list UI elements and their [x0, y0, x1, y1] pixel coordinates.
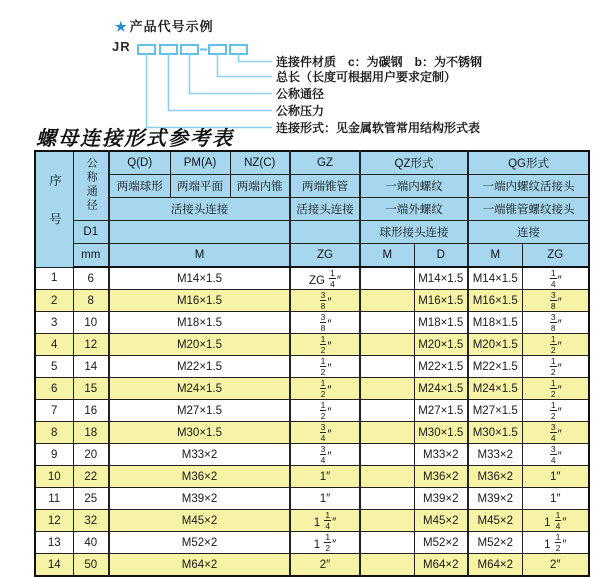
header-qg-sub2: 一端锥管螺纹接头 [468, 198, 589, 221]
cell-gz-zg: $\frac{1}{2}$ ″ [290, 356, 360, 378]
cell-seq: 13 [35, 532, 73, 554]
fraction: $\frac{3}{8}$ [320, 311, 326, 333]
cell-qz-m [360, 422, 414, 444]
fraction: $\frac{1}{2}$ [555, 531, 561, 553]
fraction: $\frac{1}{4}$ [555, 509, 561, 531]
code-label-diameter: 公称通径 [276, 87, 325, 101]
header-qd: Q(D) [109, 151, 170, 175]
table-row [35, 422, 589, 444]
code-label-pressure: 公称压力 [276, 104, 325, 118]
header-row-1 [35, 151, 589, 175]
cell-seq: 7 [35, 400, 73, 422]
cell-qg-zg: $\frac{3}{8}$ ″ [522, 290, 589, 312]
cell-qz-d: M64×2 [414, 554, 468, 577]
cell-qz-m [360, 554, 414, 577]
header-qg-conn: 连接 [468, 221, 589, 244]
cell-dn: 14 [73, 356, 109, 378]
cell-qg-m: M20×1.5 [468, 334, 522, 356]
table-row [35, 444, 589, 466]
header-gz-union: 活接头连接 [290, 198, 360, 221]
cell-dn: 18 [73, 422, 109, 444]
cell-gz-zg: $\frac{3}{4}$ ″ [290, 444, 360, 466]
cell-qz-d: M16×1.5 [414, 290, 468, 312]
table-row [35, 334, 589, 356]
table-row [35, 510, 589, 532]
cell-seq: 10 [35, 466, 73, 488]
table-row [35, 312, 589, 334]
cell-qz-m [360, 356, 414, 378]
cell-seq: 6 [35, 378, 73, 400]
product-code-heading-text: 产品代号示例 [129, 19, 214, 34]
fraction: $\frac{1}{2}$ [325, 531, 331, 553]
cell-m-thread: M52×2 [109, 532, 290, 554]
cell-gz-zg: 2″ [290, 554, 360, 577]
fraction: $\frac{3}{8}$ [550, 311, 556, 333]
code-box [181, 45, 198, 54]
cell-seq: 14 [35, 554, 73, 577]
cell-qz-m [360, 400, 414, 422]
cell-gz-zg: ZG $\frac{1}{4}$ ″ [290, 267, 360, 290]
cell-qz-m [360, 312, 414, 334]
cell-qg-m: M52×2 [468, 532, 522, 554]
cell-qz-d: M18×1.5 [414, 312, 468, 334]
cell-m-thread: M22×1.5 [109, 356, 290, 378]
cell-gz-zg: 1″ [290, 466, 360, 488]
cell-m-thread: M27×1.5 [109, 400, 290, 422]
cell-qz-d: M22×1.5 [414, 356, 468, 378]
connector-line [239, 54, 273, 62]
cell-m-thread: M30×1.5 [109, 422, 290, 444]
header-row-2 [35, 175, 589, 198]
header-nzc: NZ(C) [230, 151, 290, 175]
cell-qz-d: M39×2 [414, 488, 468, 510]
fraction: $\frac{1}{4}$ [325, 509, 331, 531]
cell-gz-zg: 1 $\frac{1}{2}$ ″ [290, 532, 360, 554]
header-mm: mm [73, 244, 109, 268]
cell-dn: 10 [73, 312, 109, 334]
cell-dn: 50 [73, 554, 109, 577]
cell-gz-zg: $\frac{1}{2}$ ″ [290, 334, 360, 356]
header-pma-sub: 两端平面 [170, 175, 230, 198]
table-row [35, 488, 589, 510]
cell-qg-m: M64×2 [468, 554, 522, 577]
cell-gz-zg: $\frac{3}{4}$ ″ [290, 422, 360, 444]
code-box [230, 45, 247, 54]
cell-dn: 20 [73, 444, 109, 466]
product-code-heading [115, 16, 214, 35]
cell-seq: 3 [35, 312, 73, 334]
nut-connection-table [34, 150, 590, 577]
cell-qz-m [360, 290, 414, 312]
cell-qg-zg: 2″ [522, 554, 589, 577]
cell-dn: 22 [73, 466, 109, 488]
table-row [35, 554, 589, 577]
connector-line [190, 54, 273, 94]
cell-m-thread: M64×2 [109, 554, 290, 577]
header-blank-wide [109, 221, 290, 244]
cell-m-thread: M39×2 [109, 488, 290, 510]
fraction: $\frac{3}{4}$ [550, 443, 556, 465]
code-prefix: JR [112, 39, 131, 54]
cell-seq: 12 [35, 510, 73, 532]
connector-line [147, 54, 273, 128]
table-row [35, 356, 589, 378]
header-zg1: ZG [290, 244, 360, 268]
cell-m-thread: M16×1.5 [109, 290, 290, 312]
cell-qg-zg: $\frac{1}{4}$ ″ [522, 267, 589, 290]
cell-gz-zg: $\frac{3}{8}$ ″ [290, 312, 360, 334]
table-title: 螺母连接形式参考表 [36, 126, 234, 150]
cell-qg-zg: $\frac{1}{2}$ ″ [522, 334, 589, 356]
header-union-connection: 活接头连接 [109, 198, 290, 221]
cell-qg-m: M22×1.5 [468, 356, 522, 378]
cell-qg-zg: 1″ [522, 488, 589, 510]
fraction: $\frac{1}{2}$ [550, 355, 556, 377]
cell-gz-zg: $\frac{1}{2}$ ″ [290, 400, 360, 422]
cell-qg-zg: $\frac{3}{4}$ ″ [522, 444, 589, 466]
fraction: $\frac{1}{2}$ [320, 333, 326, 355]
cell-qz-d: M30×1.5 [414, 422, 468, 444]
code-box [160, 45, 177, 54]
fraction: $\frac{3}{4}$ [320, 443, 326, 465]
cell-qg-zg: $\frac{3}{8}$ ″ [522, 312, 589, 334]
cell-qg-m: M45×2 [468, 510, 522, 532]
table-header [35, 151, 589, 267]
header-d1: D1 [73, 221, 109, 244]
fraction: $\frac{3}{8}$ [550, 289, 556, 311]
table-row [35, 532, 589, 554]
header-row-3 [35, 198, 589, 221]
header-row-4 [35, 221, 589, 244]
fraction: $\frac{1}{2}$ [320, 399, 326, 421]
header-seq [35, 151, 73, 267]
cell-m-thread: M33×2 [109, 444, 290, 466]
cell-dn: 25 [73, 488, 109, 510]
fraction: $\frac{1}{2}$ [320, 377, 326, 399]
cell-gz-zg: $\frac{1}{2}$ ″ [290, 378, 360, 400]
cell-qz-m [360, 466, 414, 488]
cell-seq: 9 [35, 444, 73, 466]
header-nominal-diameter [73, 151, 109, 221]
code-box [138, 45, 155, 54]
cell-qz-d: M24×1.5 [414, 378, 468, 400]
connector-line [218, 54, 273, 77]
table-row [35, 290, 589, 312]
cell-qg-m: M18×1.5 [468, 312, 522, 334]
cell-seq: 11 [35, 488, 73, 510]
fraction: $\frac{1}{2}$ [550, 399, 556, 421]
cell-dn: 6 [73, 267, 109, 290]
header-gz-sub: 两端锥管 [290, 175, 360, 198]
cell-qg-zg: $\frac{1}{2}$ ″ [522, 400, 589, 422]
header-qz-m: M [360, 244, 414, 268]
table-row [35, 378, 589, 400]
cell-qz-m [360, 510, 414, 532]
cell-m-thread: M20×1.5 [109, 334, 290, 356]
cell-qg-zg: $\frac{1}{2}$ ″ [522, 378, 589, 400]
header-gz: GZ [290, 151, 360, 175]
cell-seq: 2 [35, 290, 73, 312]
header-blank-gz [290, 221, 360, 244]
cell-qg-zg: 1 $\frac{1}{2}$ ″ [522, 532, 589, 554]
fraction: $\frac{1}{4}$ [550, 267, 556, 289]
cell-qg-m: M39×2 [468, 488, 522, 510]
fraction: $\frac{3}{8}$ [320, 289, 326, 311]
cell-seq: 8 [35, 422, 73, 444]
header-qg-form: QG形式 [468, 151, 589, 175]
cell-dn: 15 [73, 378, 109, 400]
header-qg-m: M [468, 244, 522, 268]
cell-qz-d: M52×2 [414, 532, 468, 554]
cell-qz-d: M27×1.5 [414, 400, 468, 422]
cell-dn: 8 [73, 290, 109, 312]
cell-qg-m: M27×1.5 [468, 400, 522, 422]
table-row [35, 400, 589, 422]
header-qz-sub1: 一端内螺纹 [360, 175, 468, 198]
header-qd-sub: 两端球形 [109, 175, 170, 198]
cell-qg-zg: $\frac{3}{4}$ ″ [522, 422, 589, 444]
cell-qg-m: M24×1.5 [468, 378, 522, 400]
cell-qz-d: M45×2 [414, 510, 468, 532]
cell-gz-zg: 1 $\frac{1}{4}$ ″ [290, 510, 360, 532]
header-nzc-sub: 两端内锥 [230, 175, 290, 198]
cell-qz-m [360, 488, 414, 510]
fraction: $\frac{1}{2}$ [550, 377, 556, 399]
cell-qg-zg: 1″ [522, 466, 589, 488]
header-qg-zg: ZG [522, 244, 589, 268]
cell-seq: 5 [35, 356, 73, 378]
header-qg-sub1: 一端内螺纹活接头 [468, 175, 589, 198]
cell-qz-d: M36×2 [414, 466, 468, 488]
header-qz-sub2: 一端外螺纹 [360, 198, 468, 221]
cell-qg-m: M14×1.5 [468, 267, 522, 290]
cell-seq: 1 [35, 267, 73, 290]
cell-seq: 4 [35, 334, 73, 356]
cell-qz-m [360, 267, 414, 290]
cell-dn: 32 [73, 510, 109, 532]
cell-m-thread: M18×1.5 [109, 312, 290, 334]
cell-gz-zg: $\frac{3}{8}$ ″ [290, 290, 360, 312]
cell-dn: 12 [73, 334, 109, 356]
cell-m-thread: M14×1.5 [109, 267, 290, 290]
cell-qz-d: M14×1.5 [414, 267, 468, 290]
fraction: $\frac{3}{4}$ [320, 421, 326, 443]
code-label-length: 总长（长度可根据用户要求定制） [276, 70, 457, 84]
fraction: $\frac{1}{4}$ [330, 267, 335, 289]
cell-qz-m [360, 334, 414, 356]
cell-qg-zg: 1 $\frac{1}{4}$ ″ [522, 510, 589, 532]
connector-line [169, 54, 273, 111]
code-label-connection: 连接形式：见金属软管常用结构形式表 [276, 121, 481, 135]
header-row-5 [35, 244, 589, 268]
fraction: $\frac{1}{2}$ [550, 333, 556, 355]
header-m1: M [109, 244, 290, 268]
fraction: $\frac{3}{4}$ [550, 421, 556, 443]
cell-qg-zg: $\frac{1}{2}$ ″ [522, 356, 589, 378]
header-pma: PM(A) [170, 151, 230, 175]
cell-qz-d: M20×1.5 [414, 334, 468, 356]
cell-gz-zg: 1″ [290, 488, 360, 510]
cell-dn: 40 [73, 532, 109, 554]
cell-m-thread: M24×1.5 [109, 378, 290, 400]
header-qz-conn: 球形接头连接 [360, 221, 468, 244]
header-qz-form: QZ形式 [360, 151, 468, 175]
cell-qz-d: M33×2 [414, 444, 468, 466]
cell-qg-m: M33×2 [468, 444, 522, 466]
cell-qz-m [360, 532, 414, 554]
cell-m-thread: M45×2 [109, 510, 290, 532]
header-qz-d: D [414, 244, 468, 268]
table-row [35, 267, 589, 290]
cell-qz-m [360, 444, 414, 466]
cell-qz-m [360, 378, 414, 400]
cell-qg-m: M16×1.5 [468, 290, 522, 312]
star-icon: ★ [115, 19, 128, 34]
cell-qg-m: M36×2 [468, 466, 522, 488]
cell-dn: 16 [73, 400, 109, 422]
header-seq-label: 序号 [47, 174, 62, 252]
code-label-material: 连接件材质 c：为碳钢 b：为不锈钢 [276, 55, 483, 69]
cell-qg-m: M30×1.5 [468, 422, 522, 444]
fraction: $\frac{1}{2}$ [320, 355, 326, 377]
header-nominal-label: 公称通径 [85, 156, 98, 213]
table-row [35, 466, 589, 488]
table-body [35, 267, 589, 576]
cell-m-thread: M36×2 [109, 466, 290, 488]
code-box [209, 45, 226, 54]
